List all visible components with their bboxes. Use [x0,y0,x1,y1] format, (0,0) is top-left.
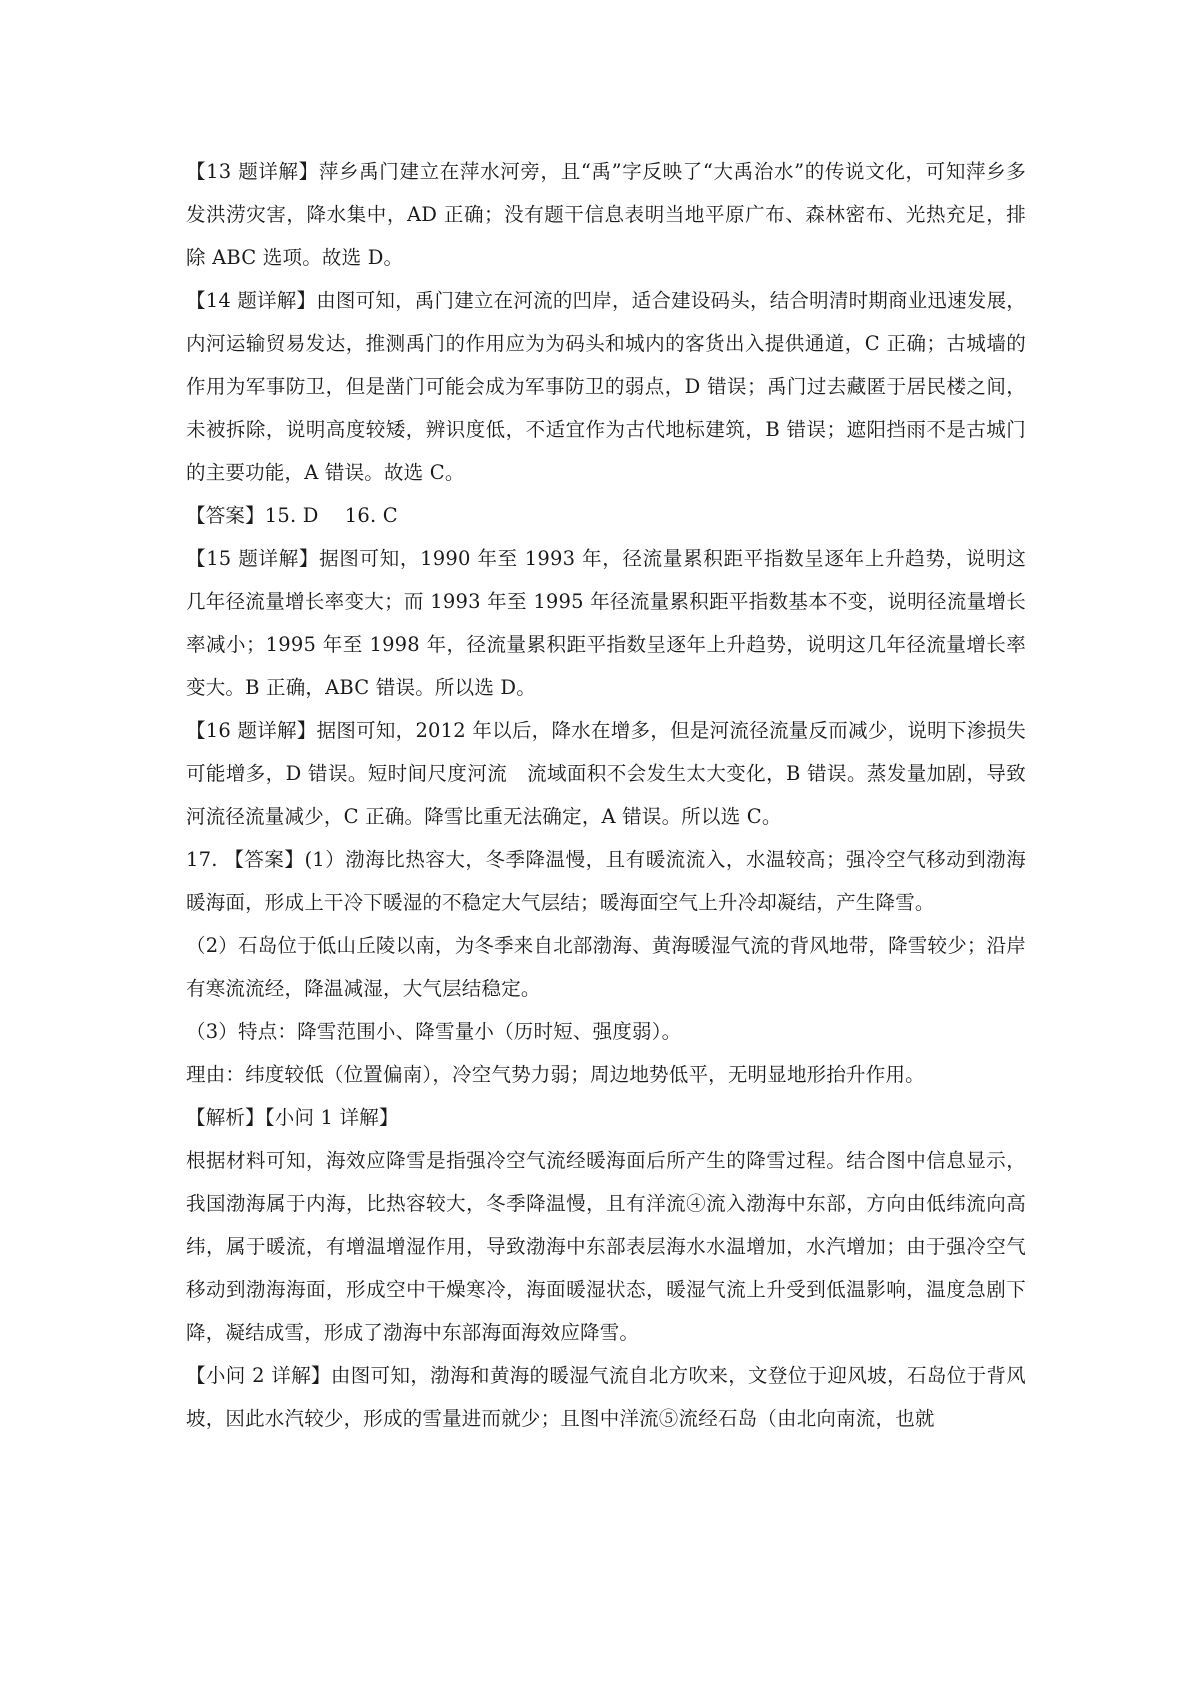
paragraph-analysis-2: 【小问 2 详解】由图可知，渤海和黄海的暖湿气流自北方吹来，文登位于迎风坡，石岛位于背风坡，因此水汽较少，形成的雪量进而就少；且图中洋流⑤流经石岛（由北向南流，也就 [186,1364,1026,1430]
paragraph-analysis-1: 根据材料可知，海效应降雪是指强冷空气流经暖海面后所产生的降雪过程。结合图中信息显示，我国渤海属于内海，比热容较大，冬季降温慢，且有洋流④流入渤海中东部，方向由低纬流向高纬，属于暖流，有增温增湿作用，导致渤海中东部表层海水水温增加，水汽增加；由于强冷空气移动到渤海海面，形成空中干燥寒冷，海面暖湿状态，暖湿气流上升受到低温影响，温度急剧下降，凝结成雪，形成了渤海中东部海面海效应降雪。 [186,1149,1026,1344]
paragraph-q15-explanation: 【15 题详解】据图可知，1990 年至 1993 年，径流量累积距平指数呈逐年上升趋势，说明这几年径流量增长率变大；而 1993 年至 1995 年径流量累积距平指数基本不变，说明径流量增长率减小；1995 年至 1998 年，径流量累积距平指数呈逐年上升趋势，说明这几年径流量增长率变大。B 正确，ABC 错误。所以选 D。 [186,547,1026,699]
document-body [186,150,1026,1440]
paragraph-q17-reason: 理由：纬度较低（位置偏南），冷空气势力弱；周边地势低平，无明显地形抬升作用。 [186,1063,925,1086]
paragraph-q13-explanation: 【13 题详解】萍乡禹门建立在萍水河旁，且“禹”字反映了“大禹治水”的传说文化，可知萍乡多发洪涝灾害，降水集中，AD 正确；没有题干信息表明当地平原广布、森林密布、光热充足，排除 ABC 选项。故选 D。 [186,160,1026,269]
paragraph-answer-15-16: 【答案】15. D 16. C [186,504,398,527]
paragraph-analysis-heading: 【解析】【小问 1 详解】 [186,1106,399,1129]
paragraph-q14-explanation: 【14 题详解】由图可知，禹门建立在河流的凹岸，适合建设码头，结合明清时期商业迅速发展，内河运输贸易发达，推测禹门的作用应为为码头和城内的客货出入提供通道，C 正确；古城墙的作用为军事防卫，但是凿门可能会成为军事防卫的弱点，D 错误；禹门过去藏匿于居民楼之间，未被拆除，说明高度较矮，辨识度低，不适宜作为古代地标建筑，B 错误；遮阳挡雨不是古城门的主要功能，A 错误。故选 C。 [186,289,1026,484]
paragraph-q16-explanation: 【16 题详解】据图可知，2012 年以后，降水在增多，但是河流径流量反而减少，说明下渗损失可能增多，D 错误。短时间尺度河流 流域面积不会发生太大变化，B 错误。蒸发量加剧，导致河流径流量减少，C 正确。降雪比重无法确定，A 错误。所以选 C。 [186,719,1026,828]
paragraph-q17-answer-2: （2）石岛位于低山丘陵以南，为冬季来自北部渤海、黄海暖湿气流的背风地带，降雪较少；沿岸有寒流流经，降温减湿，大气层结稳定。 [186,934,1027,1000]
paragraph-q17-answer-1: 17. 【答案】(1）渤海比热容大，冬季降温慢，且有暖流流入，水温较高；强冷空气移动到渤海暖海面，形成上干冷下暖湿的不稳定大气层结；暖海面空气上升冷却凝结，产生降雪。 [186,848,1026,914]
paragraph-q17-answer-3: （3）特点：降雪范围小、降雪量小（历时短、强度弱）。 [186,1020,682,1043]
